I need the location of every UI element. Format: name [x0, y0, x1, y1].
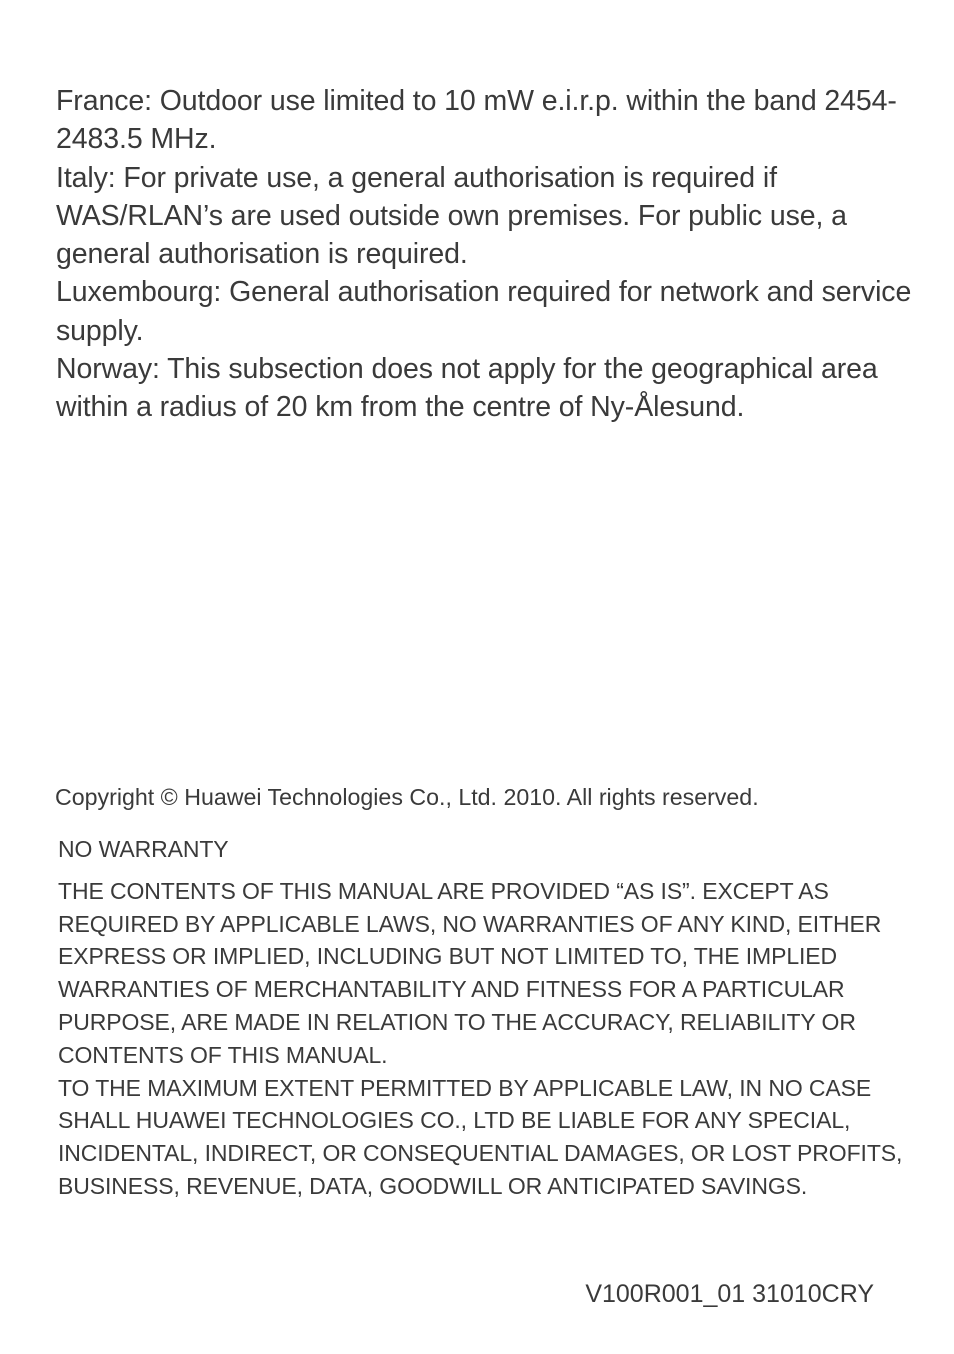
regulatory-notes [56, 82, 916, 427]
note-luxembourg: Luxembourg: General authorisation required for network and service supply. [56, 276, 912, 347]
note-norway: Norway: This subsection does not apply for the geographical area within a radius of 20 km from the centre of Ny-Ålesund. [56, 353, 878, 424]
warranty-heading: NO WARRANTY [58, 836, 229, 862]
liability-paragraph: TO THE MAXIMUM EXTENT PERMITTED BY APPLICABLE LAW, IN NO CASE SHALL HUAWEI TECHNOLOGIES CO., LTD BE LIABLE FOR ANY SPECIAL, INCIDENTAL, INDIRECT, OR CONSEQUENTIAL DAMAGES, OR LOST PROFITS, BUSINESS, REVENUE, DATA, GOODWILL OR ANTICIPATED SAVINGS. [58, 1074, 903, 1199]
version-code: V100R001_01 31010CRY [585, 1280, 874, 1308]
warranty-section [58, 833, 918, 1203]
copyright-notice: Copyright © Huawei Technologies Co., Ltd. 2010. All rights reserved. [55, 784, 759, 810]
note-france: France: Outdoor use limited to 10 mW e.i.r.p. within the band 2454-2483.5 MHz. [56, 85, 897, 156]
warranty-paragraph: THE CONTENTS OF THIS MANUAL ARE PROVIDED “AS IS”. EXCEPT AS REQUIRED BY APPLICABLE LAWS, NO WARRANTIES OF ANY KIND, EITHER EXPRESS OR IMPLIED, INCLUDING BUT NOT LIMITED TO, THE IMPLIED WARRANTIES OF MERCHANTABILITY AND FITNESS FOR A PARTICULAR PURPOSE, ARE MADE IN RELATION TO THE ACCURACY, RELIABILITY OR CONTENTS OF THIS MANUAL. [58, 877, 882, 1068]
note-italy: Italy: For private use, a general authorisation is required if WAS/RLAN’s are used outside own premises. For public use, a general authorisation is required. [56, 161, 847, 271]
